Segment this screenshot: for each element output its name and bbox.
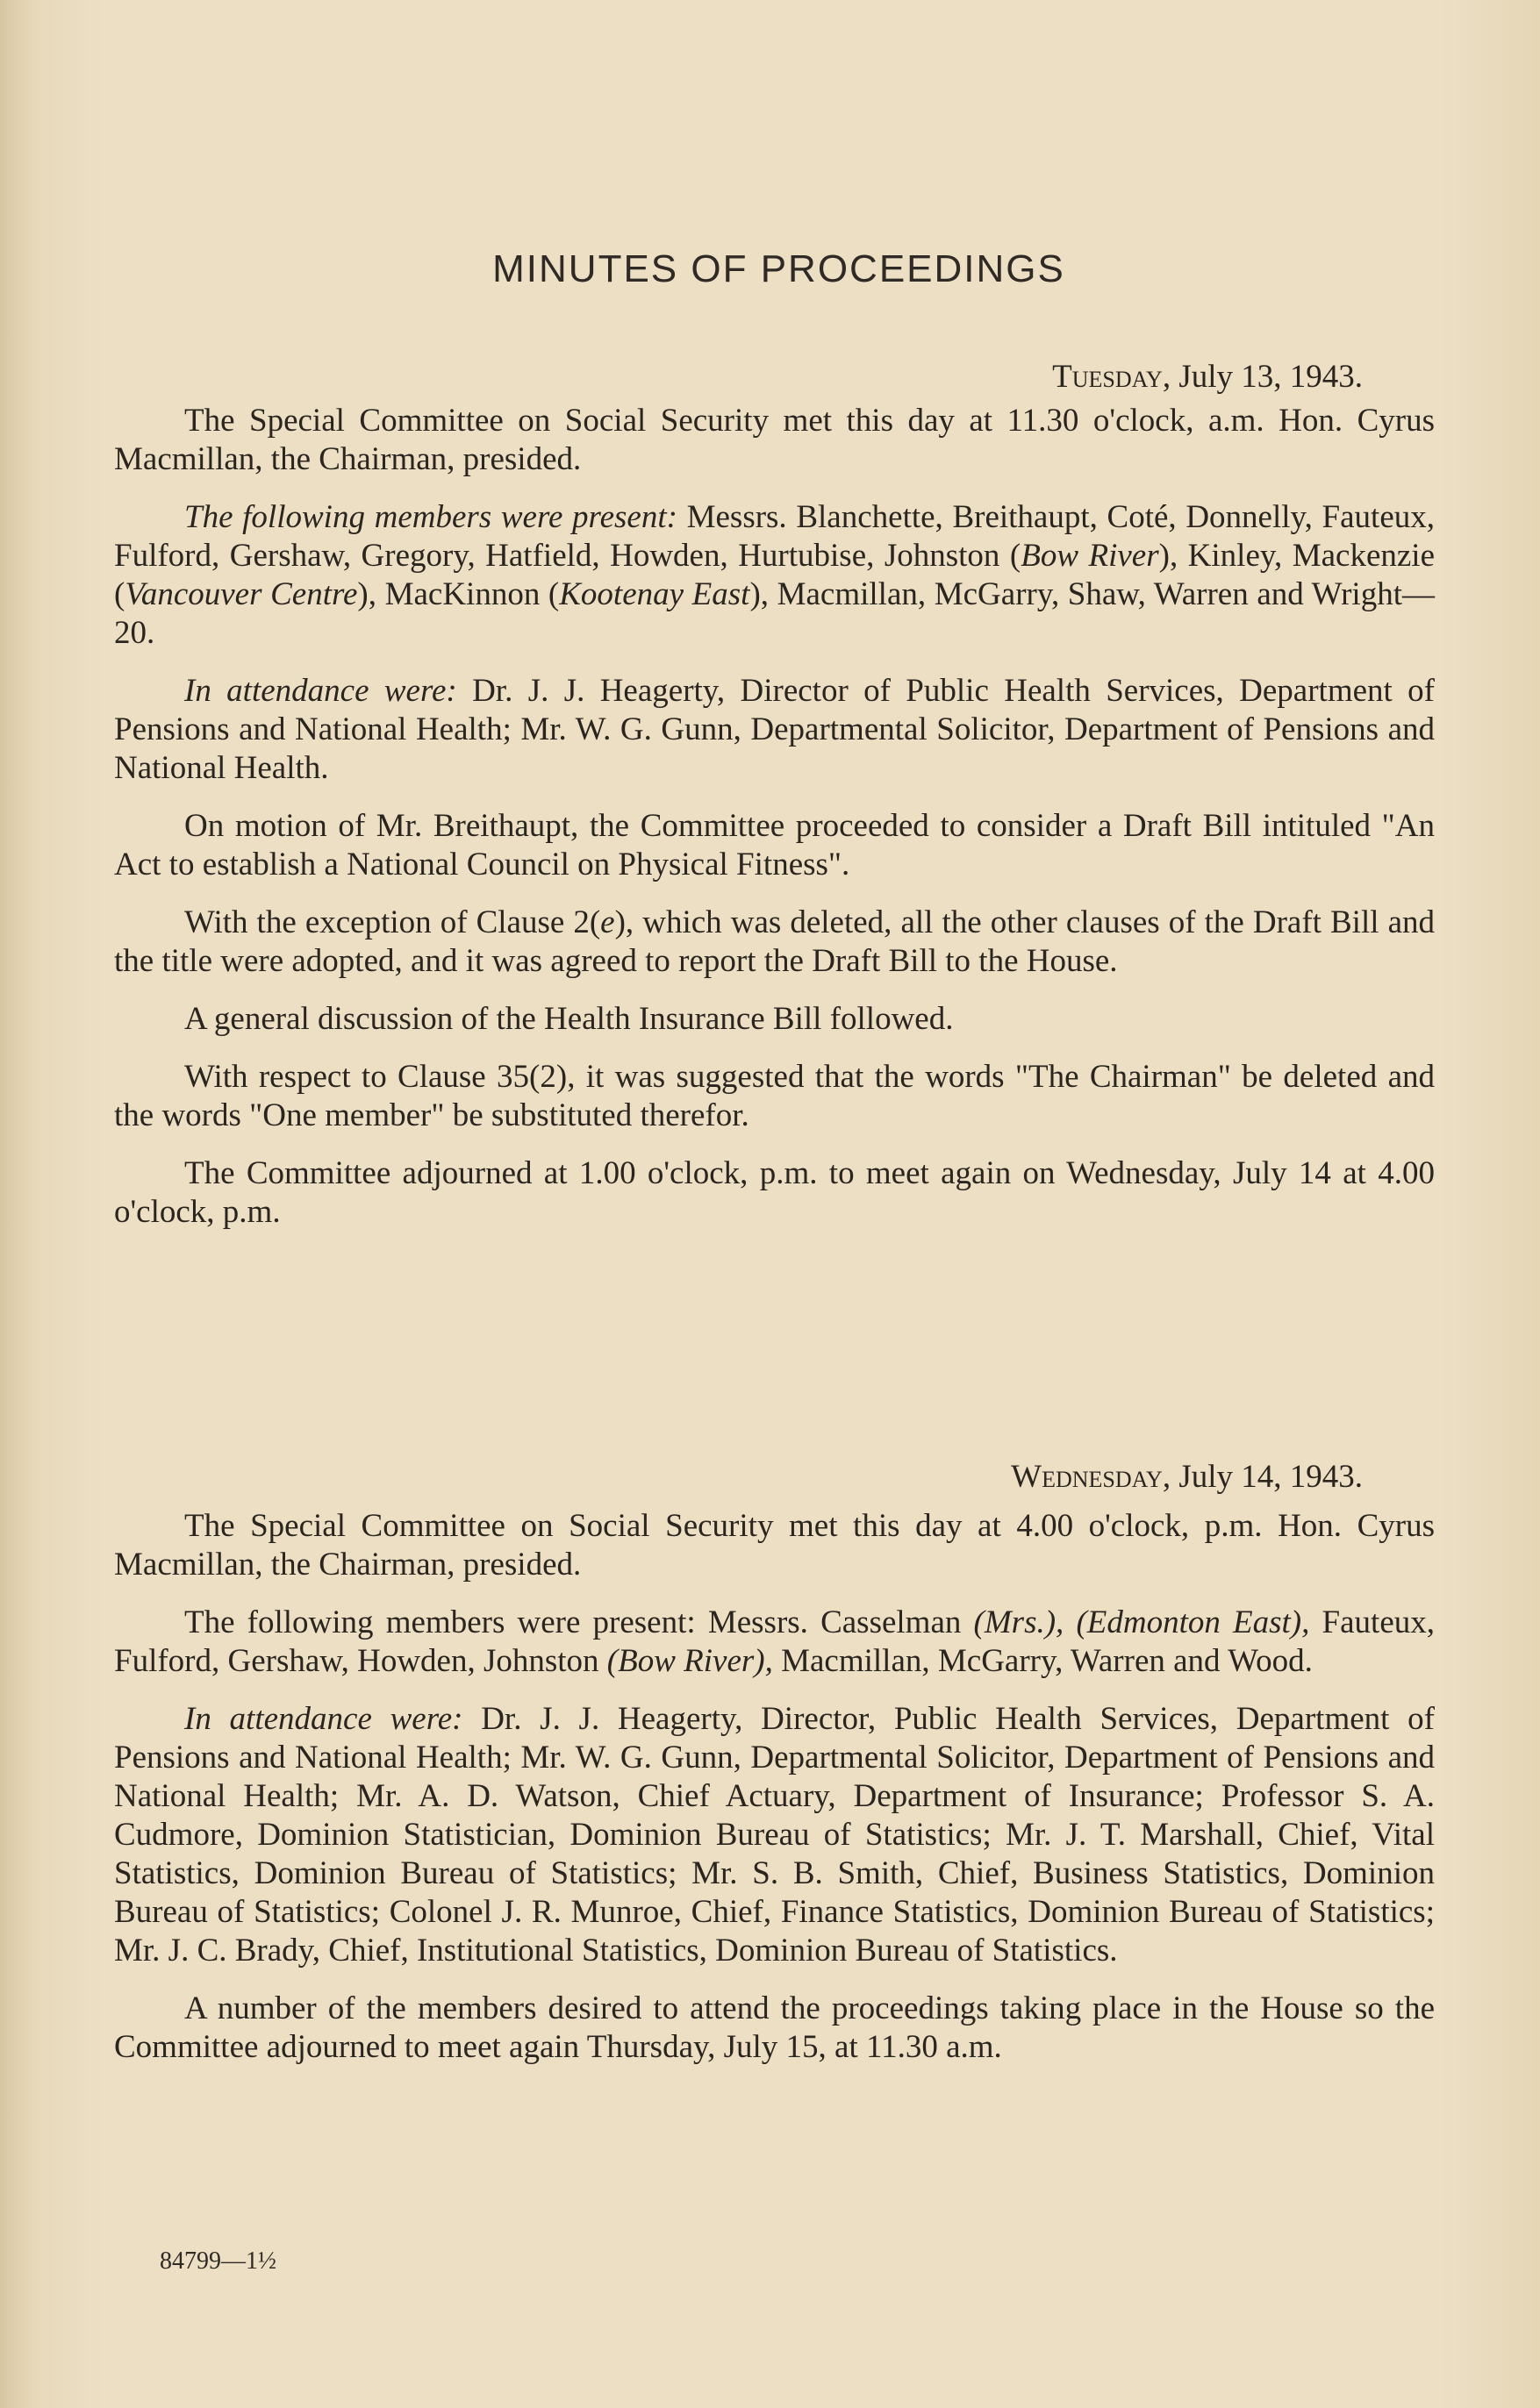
page-title: MINUTES OF PROCEEDINGS — [492, 247, 1065, 290]
paragraph-attendance — [114, 1700, 1435, 1970]
clauses-letter: e — [600, 904, 615, 940]
attendance-lead: In attendance were: — [184, 673, 457, 709]
attendance-text: Dr. J. J. Heagerty, Director of Public Health Services, Department of Pensions and National Health; Mr. W. G. Gunn, Departmental Solicitor, Department of Pensions and National Health. — [114, 673, 1435, 786]
members-text-a: Messrs. Blanchette, Breithaupt, Coté, Donnelly, Fauteux, Fulford, Gershaw, Gregory, Hatfield, Howden, Hurtubise, Johnston ( — [114, 499, 1435, 574]
paragraph-discussion: A general discussion of the Health Insurance Bill followed. — [184, 1001, 954, 1037]
members-riding-edmonton: (Mrs.), (Edmonton East), — [973, 1604, 1310, 1640]
paragraph-members — [114, 1604, 1435, 1681]
session-day: Tuesday — [1052, 359, 1163, 395]
members-text-b: Fauteux, Fulford, Gershaw, Howden, Johnston — [114, 1604, 1435, 1679]
session-tuesday — [114, 358, 1435, 1251]
session-day: Wednesday — [1011, 1459, 1163, 1495]
session-date — [114, 1458, 1435, 1497]
attendance-lead: In attendance were: — [184, 1701, 463, 1737]
paragraph-clauses — [114, 904, 1435, 981]
session-date — [114, 358, 1435, 397]
members-text-c: Macmillan, McGarry, Warren and Wood. — [772, 1643, 1313, 1679]
paragraph-meeting: The Special Committee on Social Security met this day at 11.30 o'clock, a.m. Hon. Cyrus Macmillan, the Chairman, presided. — [114, 403, 1435, 477]
clauses-text-a: With the exception of Clause 2( — [184, 904, 601, 940]
session-date-rest: , July 14, 1943. — [1162, 1459, 1363, 1495]
members-riding-bow-river: Bow River — [1021, 538, 1159, 574]
members-text-a: The following members were present: Messrs. Casselman — [184, 1604, 974, 1640]
members-riding-vancouver: Vancouver Centre — [125, 576, 358, 612]
paragraph-clause-35: With respect to Clause 35(2), it was suggested that the words "The Chairman" be deleted and the words "One member" be substituted therefor. — [114, 1059, 1435, 1133]
session-wednesday — [114, 1458, 1435, 2086]
members-riding-bow-river: (Bow River), — [606, 1643, 773, 1679]
members-text-c: ), MacKinnon ( — [357, 576, 560, 612]
paragraph-attendance — [114, 672, 1435, 788]
members-lead: The following members were present: — [184, 499, 677, 535]
members-riding-kootenay: Kootenay East — [559, 576, 750, 612]
paragraph-adjourned: A number of the members desired to attend the proceedings taking place in the House so the Committee adjourned to meet again Thursday, July 15, at 11.30 a.m. — [114, 1990, 1435, 2065]
paragraph-motion: On motion of Mr. Breithaupt, the Committee proceeded to consider a Draft Bill intituled "An Act to establish a National Council on Physical Fitness". — [114, 808, 1435, 882]
members-text-d: ), Macmillan, McGarry, Shaw, Warren and Wright—20. — [114, 576, 1435, 651]
paragraph-members — [114, 498, 1435, 653]
members-text-b: ), Kinley, Mackenzie ( — [114, 538, 1435, 612]
paragraph-meeting: The Special Committee on Social Security met this day at 4.00 o'clock, p.m. Hon. Cyrus Macmillan, the Chairman, presided. — [114, 1508, 1435, 1583]
attendance-text: Dr. J. J. Heagerty, Director, Public Health Services, Department of Pensions and National Health; Mr. W. G. Gunn, Departmental Solicitor, Department of Pensions and National Health; Mr. A. D. Watson, Chief Actuary, Department of Insurance; Professor S. A. Cudmore, Dominion Statistician, Dominion Bureau of Statistics; Mr. J. T. Marshall, Chief, Vital Statistics, Dominion Bureau of Statistics; Mr. S. B. Smith, Chief, Business Statistics, Dominion Bureau of Statistics; Colonel J. R. Munroe, Chief, Finance Statistics, Dominion Bureau of Statistics; Mr. J. C. Brady, Chief, Institutional Statistics, Dominion Bureau of Statistics. — [114, 1701, 1435, 1969]
paragraph-adjourned: The Committee adjourned at 1.00 o'clock, p.m. to meet again on Wednesday, July 14 at 4.00 o'clock, p.m. — [114, 1155, 1435, 1230]
print-signature: 84799—1½ — [160, 2247, 276, 2275]
session-date-rest: , July 13, 1943. — [1162, 359, 1363, 395]
clauses-text-b: ), which was deleted, all the other clauses of the Draft Bill and the title were adopted, and it was agreed to report the Draft Bill to the House. — [114, 904, 1435, 979]
